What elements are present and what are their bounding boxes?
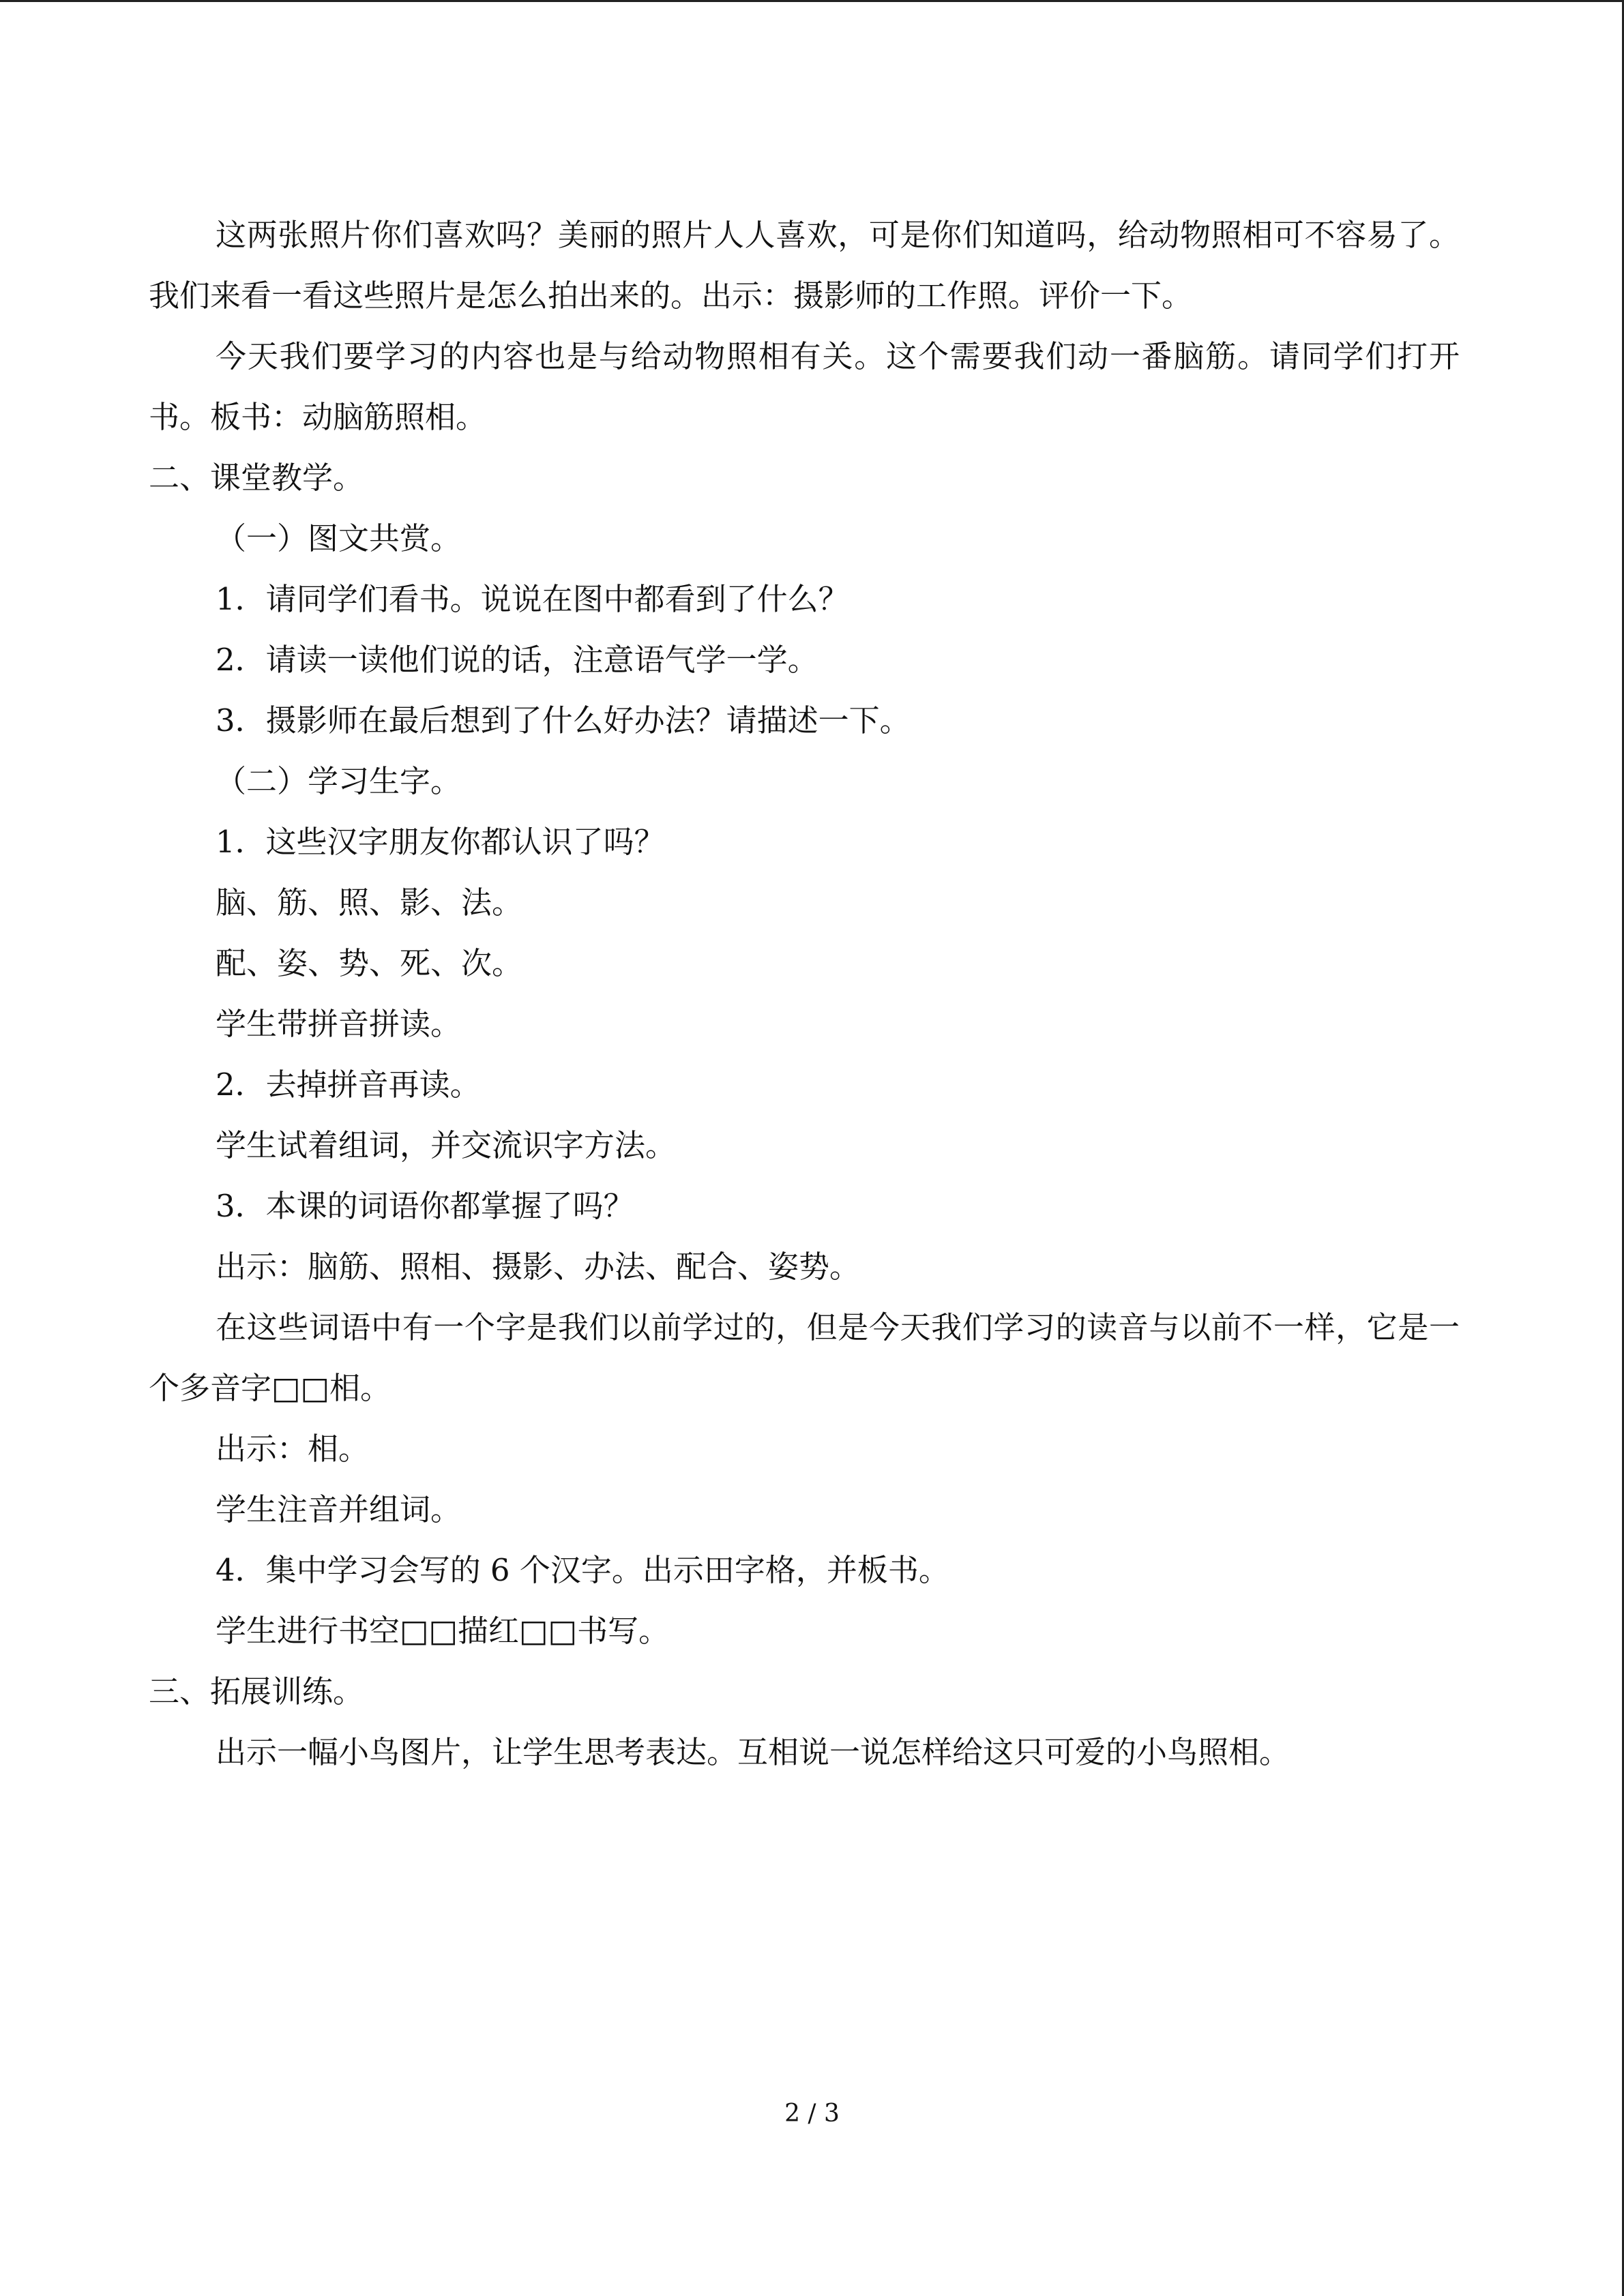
list-item: 4．集中学习会写的 6 个汉字。出示田字格，并板书。 — [216, 1552, 949, 1588]
section-heading-classroom-teaching: 二、课堂教学。 — [149, 460, 364, 496]
list-item: 3．摄影师在最后想到了什么好办法？请描述一下。 — [216, 702, 911, 739]
list-item: 学生试着组词，并交流识字方法。 — [216, 1127, 677, 1163]
section-heading-extension-training: 三、拓展训练。 — [149, 1673, 364, 1710]
extension-text: 出示一幅小鸟图片，让学生思考表达。互相说一说怎样给这只可爱的小鸟照相。 — [216, 1734, 1290, 1770]
list-item: 1．这些汉字朋友你都认识了吗？ — [216, 824, 665, 860]
polyphone-paragraph: 在这些词语中有一个字是我们以前学过的，但是今天我们学习的读音与以前不一样，它是一个多音字□□相。 — [149, 1309, 1460, 1406]
character-list: 配、姿、势、死、次。 — [216, 945, 523, 981]
page-number: 2 / 3 — [784, 2100, 840, 2128]
subsection-heading-new-characters: （二）学习生字。 — [216, 763, 462, 799]
list-item: 1．请同学们看书。说说在图中都看到了什么？ — [216, 581, 849, 617]
list-item: 3．本课的词语你都掌握了吗？ — [216, 1188, 634, 1224]
character-list: 脑、筋、照、影、法。 — [216, 884, 523, 921]
list-item: 2．去掉拼音再读。 — [216, 1067, 481, 1103]
word-list: 出示：脑筋、照相、摄影、办法、配合、姿势。 — [216, 1249, 861, 1285]
top-border-line — [0, 0, 1624, 2]
intro-paragraph-1: 这两张照片你们喜欢吗？美丽的照片人人喜欢，可是你们知道吗，给动物照相可不容易了。我们来看一看这些照片是怎么拍出来的。出示：摄影师的工作照。评价一下。 — [149, 217, 1460, 314]
list-item: 学生注音并组词。 — [216, 1491, 462, 1527]
list-item: 2．请读一读他们说的话，注意语气学一学。 — [216, 642, 818, 678]
subsection-heading-picture-text: （一）图文共赏。 — [216, 520, 462, 556]
list-item: 学生进行书空□□描红□□书写。 — [216, 1613, 670, 1649]
list-item: 学生带拼音拼读。 — [216, 1006, 462, 1042]
document-body — [149, 205, 1460, 1783]
intro-paragraph-2: 今天我们要学习的内容也是与给动物照相有关。这个需要我们动一番脑筋。请同学们打开书。板书：动脑筋照相。 — [149, 338, 1460, 435]
list-item: 出示：相。 — [216, 1431, 370, 1467]
